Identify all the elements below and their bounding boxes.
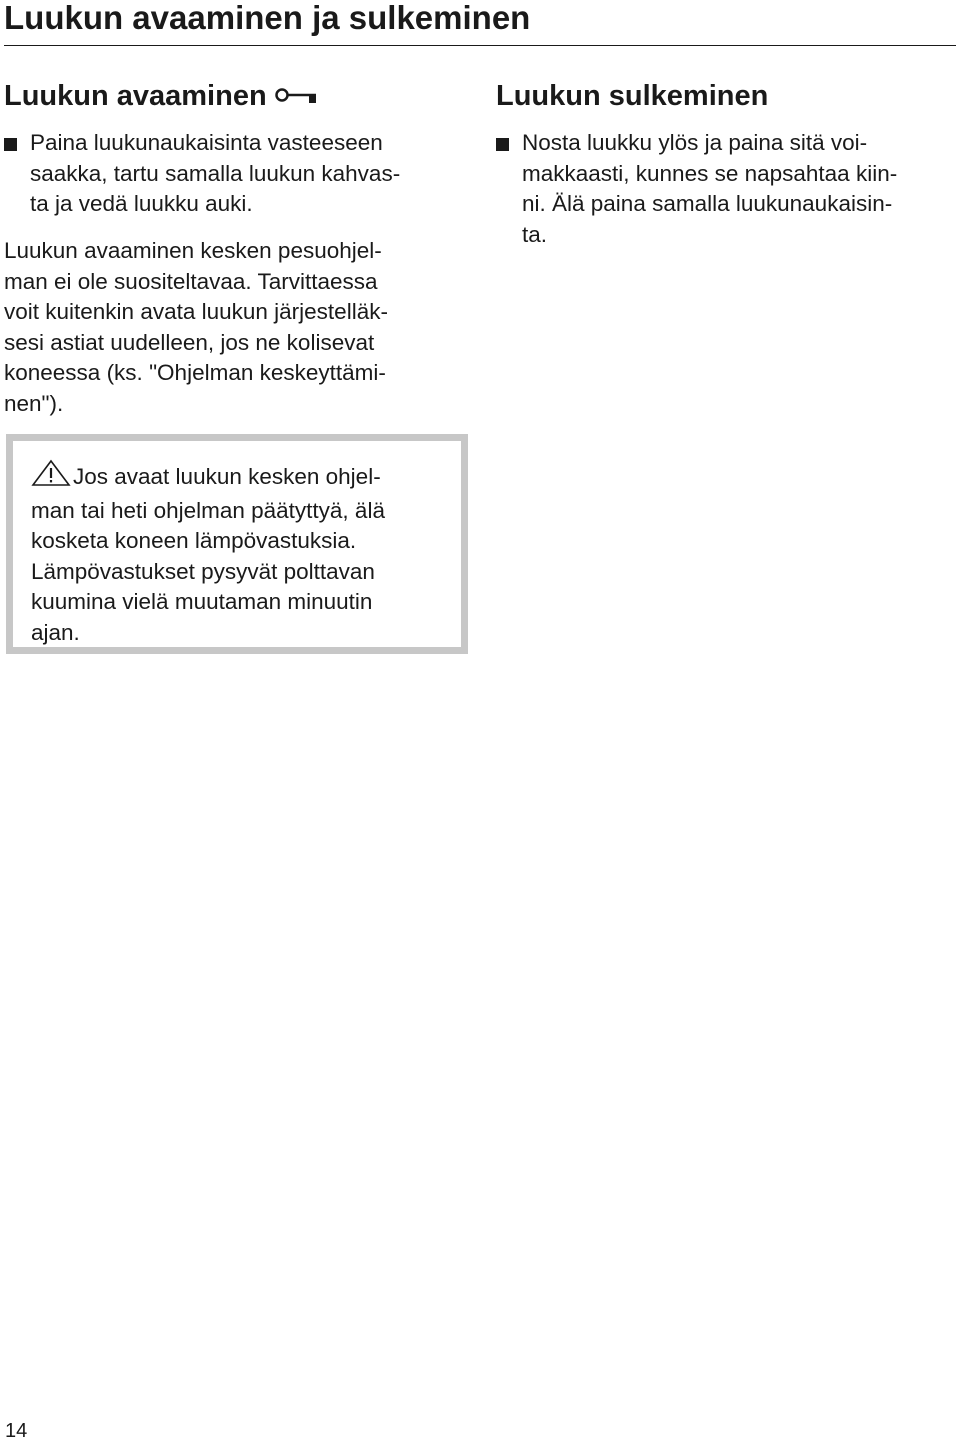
warning-line-text: Jos avaat luukun kesken ohjel- [73, 464, 381, 489]
warning-box [6, 434, 468, 654]
text-line: nen"). [4, 390, 64, 416]
text-line: ni. Älä paina samalla luukunaukaisin- [522, 191, 893, 216]
text-line: Luukun avaaminen kesken pesuohjel- [4, 238, 382, 263]
key-icon [275, 75, 319, 115]
text-line: koneessa (ks. "Ohjelman keskeyttämi- [4, 360, 386, 385]
text-line: ta ja vedä luukku auki. [30, 191, 253, 216]
text-line: man ei ole suositeltavaa. Tarvittaessa [4, 268, 378, 294]
bullet-square [4, 138, 17, 151]
text-line: makkaasti, kunnes se napsahtaa kiin- [522, 160, 898, 186]
open-note-text [4, 236, 388, 419]
text-line: man tai heti ohjelman päätyttyä, älä [31, 497, 385, 523]
text-line: voit kuitenkin avata luukun järjestelläk- [4, 299, 388, 324]
page-title: Luukun avaaminen ja sulkeminen [4, 0, 531, 36]
title-divider [4, 45, 956, 46]
close-section-heading: Luukun sulkeminen [496, 80, 769, 112]
page-number: 14 [5, 1420, 28, 1442]
close-step-text [522, 128, 897, 250]
warning-text [31, 459, 385, 648]
text-line: ta. [522, 221, 548, 247]
warning-triangle-icon [31, 459, 71, 496]
text-line: kosketa koneen lämpövastuksia. [31, 528, 357, 553]
text-line: kuumina vielä muutaman minuutin [31, 589, 373, 614]
open-section-heading-text: Luukun avaaminen [4, 80, 267, 112]
text-line: Paina luukunaukaisinta vasteeseen [30, 130, 383, 155]
text-line: Nosta luukku ylös ja paina sitä voi- [522, 130, 868, 155]
open-step-text [30, 128, 400, 220]
text-line: Lämpövastukset pysyvät polttavan [31, 558, 375, 584]
bullet-square [496, 138, 509, 151]
text-line: ajan. [31, 619, 80, 645]
text-line: sesi astiat uudelleen, jos ne kolisevat [4, 329, 375, 355]
text-line [31, 459, 385, 496]
open-section-heading [4, 76, 319, 116]
text-line: saakka, tartu samalla luukun kahvas- [30, 160, 401, 186]
